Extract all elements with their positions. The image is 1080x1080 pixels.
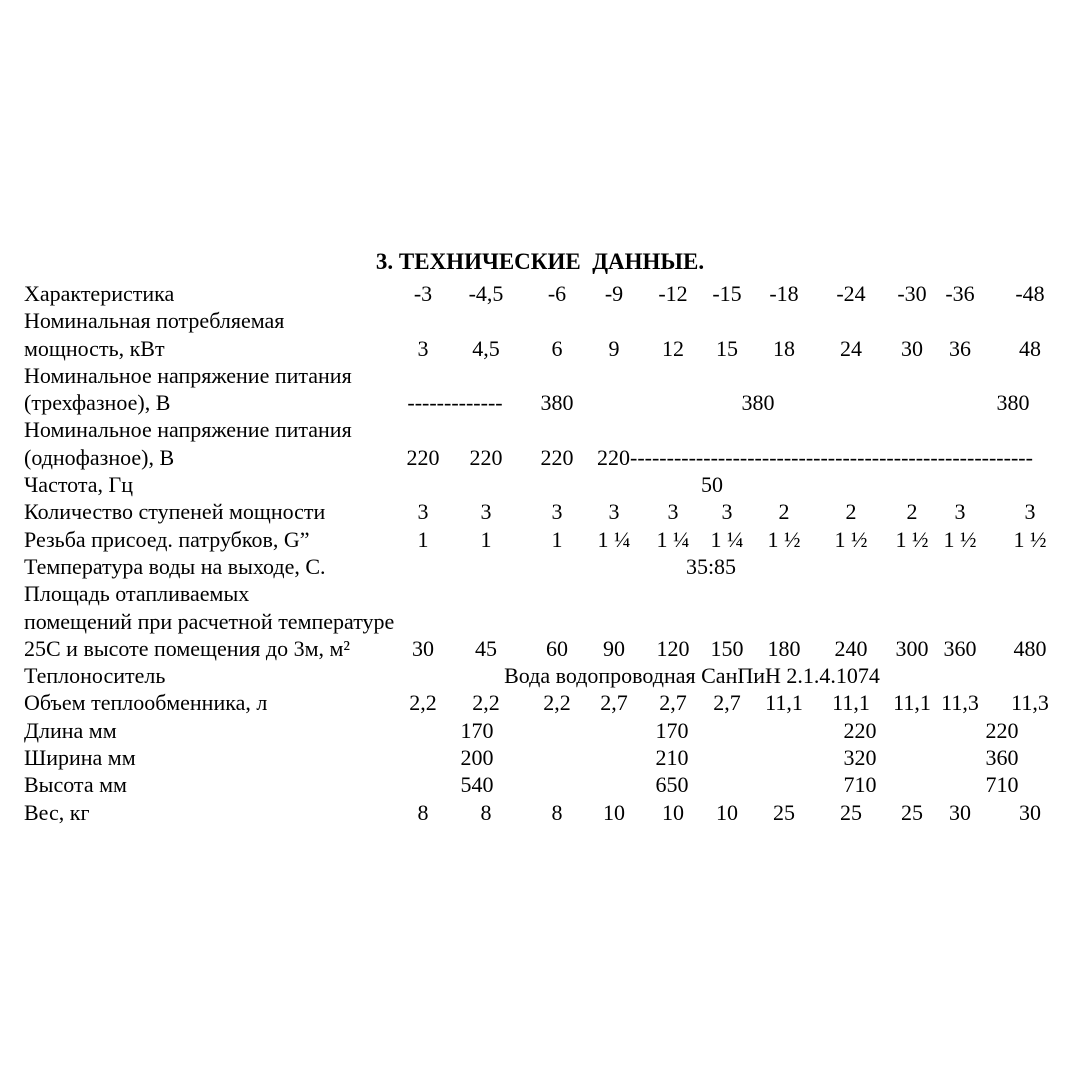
table-cell: 240	[834, 635, 868, 661]
table-cell: 1 ½	[943, 526, 977, 552]
table-cell: 380	[540, 390, 574, 416]
table-cell: 9	[608, 335, 620, 361]
table-cell: 300	[895, 635, 929, 661]
row-label: Температура воды на выходе, С.	[24, 553, 326, 579]
table-cell: 2,2	[409, 690, 437, 716]
table-cell: 170	[460, 717, 494, 743]
table-row	[0, 580, 1080, 607]
table-cell: 1 ½	[767, 526, 801, 552]
row-label: Номинальное напряжение питания	[24, 417, 352, 443]
table-cell: 180	[767, 635, 801, 661]
table-cell: 10	[662, 799, 684, 825]
table-cell: 11,3	[941, 690, 979, 716]
table-row	[0, 662, 1080, 689]
table-cell: 11,1	[893, 690, 931, 716]
row-label: мощность, кВт	[24, 335, 165, 361]
table-cell: 6	[551, 335, 563, 361]
row-label: Теплоноситель	[24, 663, 166, 689]
table-row	[0, 717, 1080, 744]
table-cell: 1 ¼	[597, 526, 631, 552]
table-cell: 3	[417, 499, 429, 525]
row-label: Количество ступеней мощности	[24, 499, 326, 525]
table-cell: 2	[906, 499, 918, 525]
table-row	[0, 553, 1080, 580]
table-row	[0, 799, 1080, 826]
table-cell: 45	[475, 635, 497, 661]
table-cell: 1	[417, 526, 429, 552]
row-label: Характеристика	[24, 281, 175, 306]
table-cell: 10	[603, 799, 625, 825]
table-row	[0, 444, 1080, 471]
table-cell: 4,5	[472, 335, 500, 361]
table-cell: 30	[949, 799, 971, 825]
row-label: Высота мм	[24, 772, 127, 798]
table-cell: 1 ½	[1013, 526, 1047, 552]
table-cell: 3	[480, 499, 492, 525]
table-cell: 1 ¼	[656, 526, 690, 552]
table-cell: 3	[954, 499, 966, 525]
table-cell: 220	[985, 717, 1019, 743]
row-label: Длина мм	[24, 717, 117, 743]
table-cell: 3	[417, 335, 429, 361]
row-label: (однофазное), В	[24, 444, 175, 470]
table-row	[0, 689, 1080, 716]
table-cell: 120	[656, 635, 690, 661]
table-cell: 710	[985, 772, 1019, 798]
table-row	[0, 498, 1080, 525]
table-cell: 3	[667, 499, 679, 525]
page-title: 3. ТЕХНИЧЕСКИЕ ДАННЫЕ.	[375, 249, 705, 274]
table-row	[0, 608, 1080, 635]
table-cell: 2	[845, 499, 857, 525]
table-cell: 2	[778, 499, 790, 525]
table-cell: 220	[843, 717, 877, 743]
table-row	[0, 307, 1080, 334]
table-row	[0, 771, 1080, 798]
table-cell: 220	[540, 444, 574, 470]
table-cell: 24	[840, 335, 862, 361]
table-cell: 220-------------------------------------------------------	[597, 444, 1033, 470]
table-cell: -------------	[407, 390, 503, 416]
table-cell: 35:85	[685, 553, 737, 579]
column-header-cell: -18	[769, 281, 799, 306]
table-cell: Вода водопроводная СанПиН 2.1.4.1074	[504, 663, 880, 689]
table-cell: 150	[710, 635, 744, 661]
row-label: Объем теплообменника, л	[24, 690, 268, 716]
row-label: 25С и высоте помещения до 3м, м²	[24, 635, 351, 661]
table-cell: 380	[741, 390, 775, 416]
table-cell: 650	[655, 772, 689, 798]
table-cell: 8	[480, 799, 492, 825]
table-cell: 1 ½	[895, 526, 929, 552]
table-cell: 1	[480, 526, 492, 552]
table-cell: 1 ½	[834, 526, 868, 552]
table-cell: 36	[949, 335, 971, 361]
table-cell: 1 ¼	[710, 526, 744, 552]
table-cell: 18	[773, 335, 795, 361]
column-header-cell: -30	[897, 281, 927, 306]
table-cell: 12	[662, 335, 684, 361]
table-cell: 220	[406, 444, 440, 470]
table-cell: 15	[716, 335, 738, 361]
table-cell: 25	[901, 799, 923, 825]
table-cell: 320	[843, 745, 877, 771]
table-cell: 3	[551, 499, 563, 525]
table-cell: 220	[469, 444, 503, 470]
table-cell: 60	[546, 635, 568, 661]
table-cell: 2,2	[472, 690, 500, 716]
column-header-cell: -12	[658, 281, 688, 306]
table-cell: 25	[773, 799, 795, 825]
row-label: помещений при расчетной температуре	[24, 608, 395, 634]
table-cell: 90	[603, 635, 625, 661]
row-label: Номинальное напряжение питания	[24, 362, 352, 388]
row-label: Ширина мм	[24, 745, 136, 771]
table-row	[0, 744, 1080, 771]
table-cell: 2,7	[600, 690, 628, 716]
row-label: Частота, Гц	[24, 472, 134, 498]
row-label: Площадь отапливаемых	[24, 581, 250, 607]
table-cell: 480	[1013, 635, 1047, 661]
table-cell: 200	[460, 745, 494, 771]
row-label: Резьба присоед. патрубков, G”	[24, 526, 310, 552]
column-header-cell: -36	[945, 281, 975, 306]
table-cell: 11,3	[1011, 690, 1049, 716]
table-cell: 360	[943, 635, 977, 661]
table-cell: 1	[551, 526, 563, 552]
row-label: Вес, кг	[24, 799, 90, 825]
table-cell: 10	[716, 799, 738, 825]
column-header-cell: -24	[836, 281, 866, 306]
table-cell: 30	[412, 635, 434, 661]
table-cell: 2,7	[713, 690, 741, 716]
column-header-cell: -6	[547, 281, 567, 306]
column-header-cell: -15	[712, 281, 742, 306]
column-header-cell: -48	[1015, 281, 1045, 306]
table-cell: 380	[996, 390, 1030, 416]
table-cell: 8	[551, 799, 563, 825]
table-row	[0, 389, 1080, 416]
table-cell: 11,1	[765, 690, 803, 716]
table-cell: 210	[655, 745, 689, 771]
table-cell: 3	[721, 499, 733, 525]
table-cell: 50	[701, 472, 723, 498]
table-cell: 2,2	[543, 690, 571, 716]
table-cell: 30	[901, 335, 923, 361]
table-cell: 540	[460, 772, 494, 798]
technical-data-table	[0, 280, 1080, 826]
table-cell: 710	[843, 772, 877, 798]
table-cell: 30	[1019, 799, 1041, 825]
table-cell: 25	[840, 799, 862, 825]
table-cell: 48	[1019, 335, 1041, 361]
column-header-cell: -9	[604, 281, 624, 306]
table-cell: 3	[608, 499, 620, 525]
column-header-cell: -3	[413, 281, 433, 306]
row-label: Номинальная потребляемая	[24, 308, 285, 334]
table-row	[0, 526, 1080, 553]
table-cell: 360	[985, 745, 1019, 771]
table-cell: 170	[655, 717, 689, 743]
row-label: (трехфазное), В	[24, 390, 171, 416]
table-cell: 11,1	[832, 690, 870, 716]
table-cell: 8	[417, 799, 429, 825]
table-cell: 2,7	[659, 690, 687, 716]
table-row	[0, 416, 1080, 443]
table-cell: 3	[1024, 499, 1036, 525]
table-row	[0, 362, 1080, 389]
table-header-row	[0, 280, 1080, 307]
column-header-cell: -4,5	[468, 281, 504, 306]
table-row	[0, 335, 1080, 362]
table-row	[0, 471, 1080, 498]
table-row	[0, 635, 1080, 662]
